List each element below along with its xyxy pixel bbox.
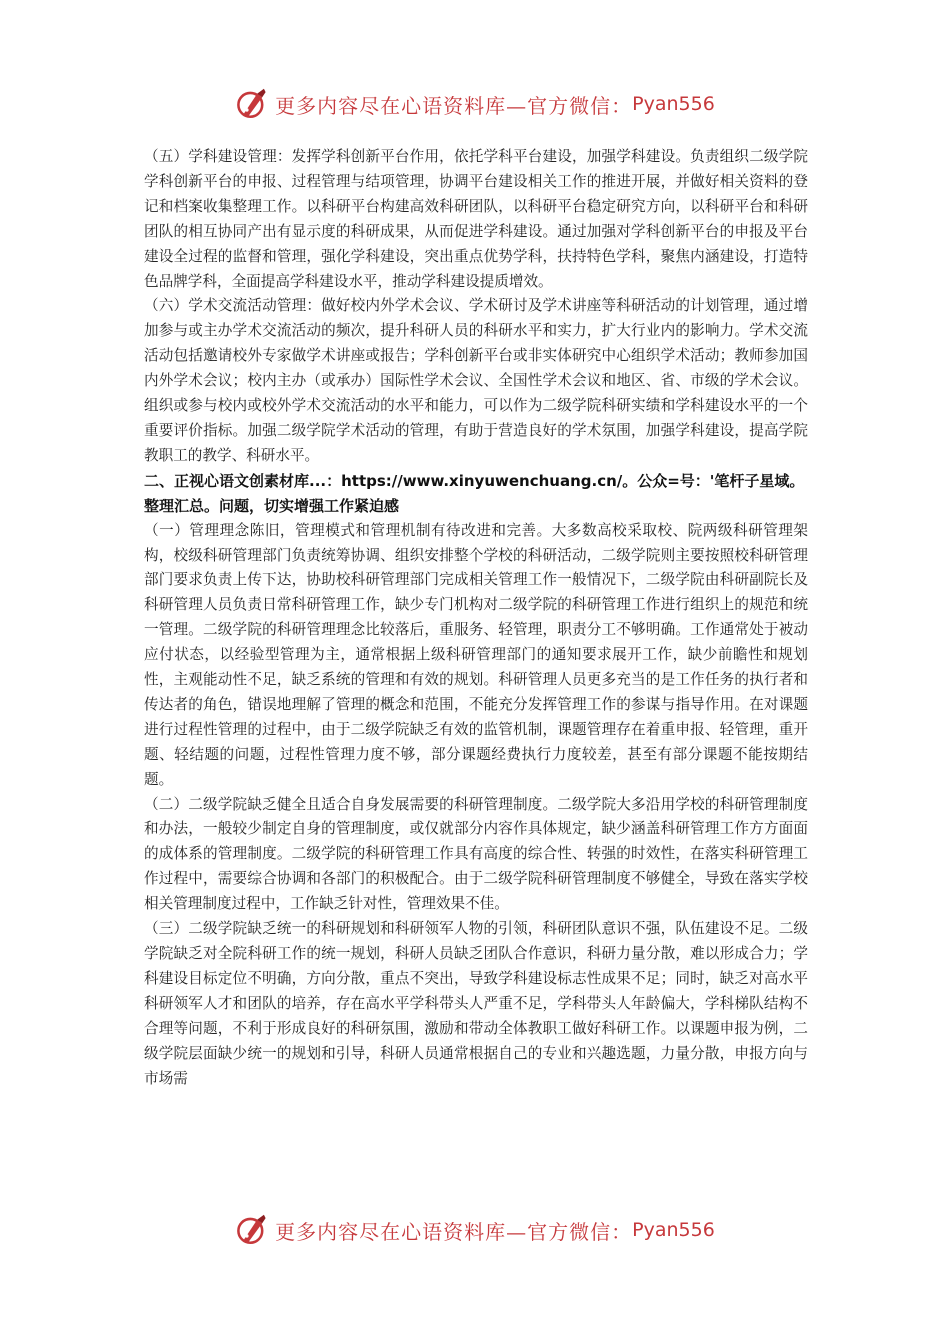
pen-nib-circle-icon — [235, 87, 269, 121]
wechat-id: Pyan556 — [632, 93, 715, 115]
section-heading-2: 二、正视心语文创素材库...：https://www.xinyuwenchuang.cn/。公众=号：'笔杆子星域。整理汇总。问题，切实增强工作紧迫感 — [144, 471, 805, 515]
banner-text: 更多内容尽在心语资料库—官方微信： — [275, 1219, 633, 1244]
pen-nib-circle-icon — [235, 1213, 269, 1247]
paragraph-management-concept: （一）管理理念陈旧，管理模式和管理机制有待改进和完善。大多数高校采取校、院两级科研管理架构，校级科研管理部门负责统筹协调、组织安排整个学校的科研活动，二级学院则主要按照校科研管理部门要求负责上传下达，协助校科研管理部门完成相关管理工作一般情况下，二级学院由科研副院长及科研管理人员负责日常科研管理工作，缺少专门机构对二级学院的科研管理工作进行组织上的规范和统一管理。二级学院的科研管理理念比较落后，重服务、轻管理，职责分工不够明确。工作通常处于被动应付状态，以经验型管理为主，通常根据上级科研管理部门的通知要求展开工作，缺少前瞻性和规划性，主观能动性不足，缺乏系统的管理和有效的规划。科研管理人员更多充当的是工作任务的执行者和传达者的角色，错误地理解了管理的概念和范围，不能充分发挥管理工作的参谋与指导作用。在对课题进行过程性管理的过程中，由于二级学院缺乏有效的监管机制，课题管理存在着重申报、轻管理，重开题、轻结题的问题，过程性管理力度不够，部分课题经费执行力度较差，甚至有部分课题不能按期结题。 — [144, 521, 808, 788]
document-body — [144, 145, 808, 1091]
paragraph-management-system: （二）二级学院缺乏健全且适合自身发展需要的科研管理制度。二级学院大多沿用学校的科研管理制度和办法，一般较少制定自身的管理制度，或仅就部分内容作具体规定，缺少涵盖科研管理工作方方面面的成体系的管理制度。二级学院的科研管理工作具有高度的综合性、转强的时效性，在落实科研管理工作过程中，需要综合协调和各部门的积极配合。由于二级学院科研管理制度不够健全，导致在落实学校相关管理制度过程中，工作缺乏针对性，管理效果不佳。 — [144, 795, 808, 913]
wechat-id: Pyan556 — [632, 1219, 715, 1241]
footer-banner — [0, 1210, 950, 1250]
paragraph-discipline-construction: （五）学科建设管理：发挥学科创新平台作用，依托学科平台建设，加强学科建设。负责组织二级学院学科创新平台的申报、过程管理与结项管理，协调平台建设相关工作的推进开展，并做好相关资料的登记和档案收集整理工作。以科研平台构建高效科研团队，以科研平台稳定研究方向，以科研平台和科研团队的相互协同产出有显示度的科研成果，从而促进学科建设。通过加强对学科创新平台的申报及平台建设全过程的监督和管理，强化学科建设，突出重点优势学科，扶持特色学科，聚焦内涵建设，打造特色品牌学科，全面提高学科建设水平，推动学科建设提质增效。 — [144, 148, 808, 290]
paragraph-research-planning: （三）二级学院缺乏统一的科研规划和科研领军人物的引领，科研团队意识不强，队伍建设不足。二级学院缺乏对全院科研工作的统一规划，科研人员缺乏团队合作意识，科研力量分散，难以形成合力；学科建设目标定位不明确，方向分散，重点不突出，导致学科建设标志性成果不足；同时，缺乏对高水平科研领军人才和团队的培养，存在高水平学科带头人严重不足，学科带头人年龄偏大，学科梯队结构不合理等问题，不利于形成良好的科研氛围，激励和带动全体教职工做好科研工作。以课题申报为例，二级学院层面缺少统一的规划和引导，科研人员通常根据自己的专业和兴趣选题，力量分散，申报方向与市场需 — [144, 920, 808, 1087]
paragraph-academic-exchange: （六）学术交流活动管理：做好校内外学术会议、学术研讨及学术讲座等科研活动的计划管理，通过增加参与或主办学术交流活动的频次，提升科研人员的科研水平和实力，扩大行业内的影响力。学术交流活动包括邀请校外专家做学术讲座或报告；学科创新平台或非实体研究中心组织学术活动；教师参加国内外学术会议；校内主办（或承办）国际性学术会议、全国性学术会议和地区、省、市级的学术会议。组织或参与校内或校外学术交流活动的水平和能力，可以作为二级学院科研实绩和学科建设水平的一个重要评价指标。加强二级学院学术活动的管理，有助于营造良好的学术氛围，加强学科建设，提高学院教职工的教学、科研水平。 — [144, 297, 808, 464]
banner-text: 更多内容尽在心语资料库—官方微信： — [275, 93, 633, 118]
header-banner — [0, 84, 950, 124]
